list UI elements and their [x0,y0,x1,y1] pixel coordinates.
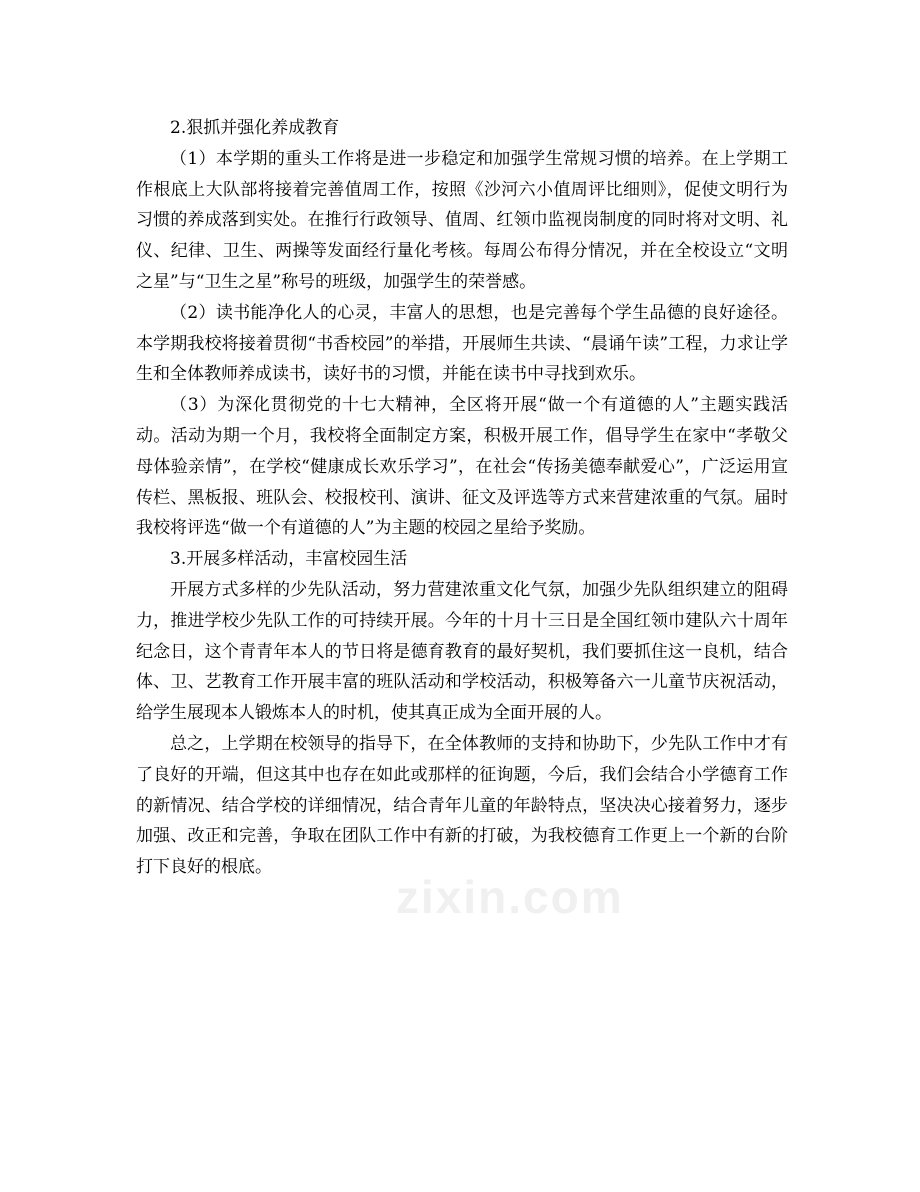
document-body [136,113,788,883]
paragraph-summary: 总之，上学期在校领导的指导下，在全体教师的支持和协助下，少先队工作中才有了良好的开端，但这其中也存在如此或那样的征询题，今后，我们会结合小学德育工作的新情况、结合学校的详细情况，结合青年儿童的年龄特点，坚决决心接着努力，逐步加强、改正和完善，争取在团队工作中有新的打破，为我校德育工作更上一个新的台阶打下良好的根底。 [136,733,788,878]
section-heading-3: 3.开展多样活动，丰富校园生活 [170,549,408,570]
paragraph-reading-2: （2）读书能净化人的心灵，丰富人的思想，也是完善每个学生品德的良好途径。本学期我校将接着贯彻“书香校园”的举措，开展师生共读、“晨诵午读”工程，力求让学生和全体教师养成读书，读好书的习惯，并能在读书中寻找到欢乐。 [136,302,788,385]
paragraph-morality-3: （3）为深化贯彻党的十七大精神，全区将开展“做一个有道德的人”主题实践活动。活动为期一个月，我校将全面制定方案，积极开展工作，倡导学生在家中“孝敬父母体验亲情”，在学校“健康成长欢乐学习”，在社会“传扬美德奉献爱心”，广泛运用宣传栏、黑板报、班队会、校报校刊、演讲、征文及评选等方式来营建浓重的气氛。届时我校将评选“做一个有道德的人”为主题的校园之星给予奖励。 [136,395,788,539]
section-heading-2: 2.狠抓并强化养成教育 [170,118,340,138]
watermark-logo: zixin.com [396,871,624,923]
paragraph-activities: 开展方式多样的少先队活动，努力营建浓重文化气氛，加强少先队组织建立的阻碍力，推进学校少先队工作的可持续开展。今年的十月十三日是全国红领巾建队六十周年纪念日，这个青青年本人的节日将是德育教育的最好契机，我们要抓住这一良机，结合体、卫、艺教育工作开展丰富的班队活动和学校活动，积极筹备六一儿童节庆祝活动，给学生展现本人锻炼本人的时机，使其真正成为全面开展的人。 [136,579,788,724]
paragraph-habits-1: （1）本学期的重头工作将是进一步稳定和加强学生常规习惯的培养。在上学期工作根底上大队部将接着完善值周工作，按照《沙河六小值周评比细则》，促使文明行为习惯的养成落到实处。在推行行政领导、值周、红领巾监视岗制度的同时将对文明、礼仪、纪律、卫生、两操等发面经行量化考核。每周公布得分情况，并在全校设立“文明之星”与“卫生之星”称号的班级，加强学生的荣誉感。 [136,148,788,292]
